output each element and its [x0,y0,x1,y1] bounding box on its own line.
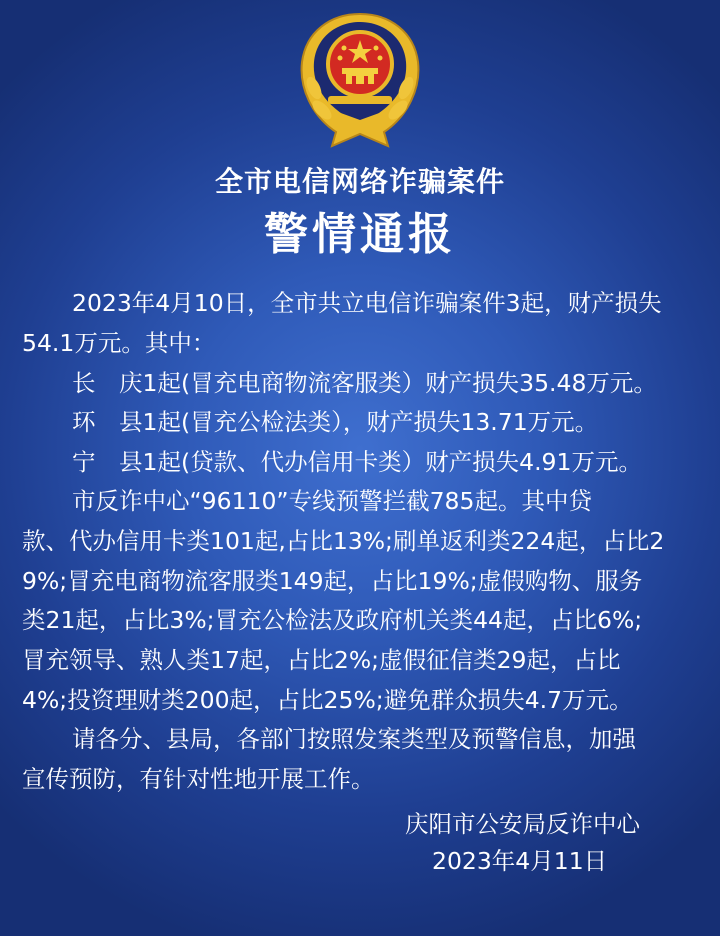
body-line: 54.1万元。其中： [22,329,216,357]
body-line: 请各分、县局，各部门按照发案类型及预警信息，加强 [72,725,636,753]
signature-date: 2023年4月11日 [432,847,608,875]
body-line: 4%;投资理财类200起，占比25%;避免群众损失4.7万元。 [22,686,633,714]
body-line: 环 县1起(冒充公检法类），财产损失13.71万元。 [72,408,599,436]
body-line: 类21起，占比3%;冒充公检法及政府机关类44起，占比6%; [22,606,643,634]
notice-subtitle: 全市电信网络诈骗案件 [214,165,505,198]
notice-title: 警情通报 [264,209,456,260]
body-line: 宣传预防，有针对性地开展工作。 [22,765,375,793]
signature-org: 庆阳市公安局反诈中心 [405,810,640,838]
body-line: 市反诈中心“96110”专线预警拦截785起。其中贷 [72,487,592,515]
body-line: 宁 县1起(贷款、代办信用卡类）财产损失4.91万元。 [72,448,642,476]
police-emblem [292,6,428,156]
body-line: 9%;冒充电商物流客服类149起，占比19%;虚假购物、服务 [22,567,643,595]
body-line: 冒充领导、熟人类17起，占比2%;虚假征信类29起，占比 [22,646,621,674]
body-line: 2023年4月10日，全市共立电信诈骗案件3起，财产损失 [72,289,662,317]
body-line: 长 庆1起(冒充电商物流客服类）财产损失35.48万元。 [72,369,657,397]
body-line: 款、代办信用卡类101起,占比13%;刷单返利类224起，占比2 [22,527,665,555]
